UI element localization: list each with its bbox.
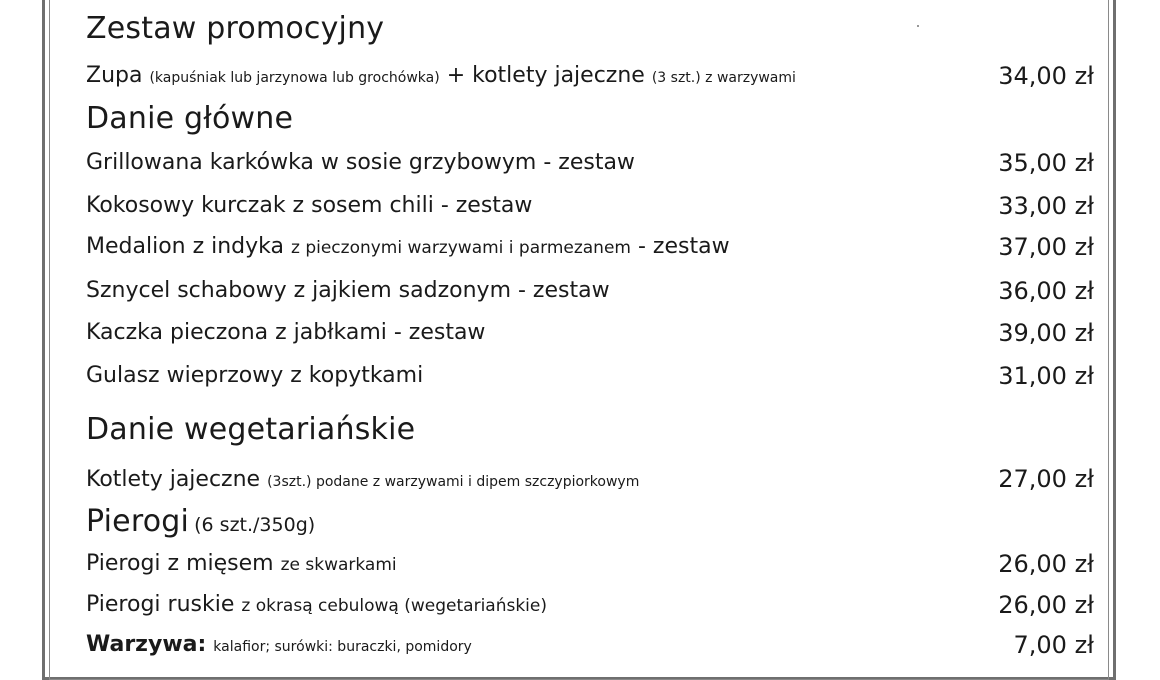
section-title-main: Danie główne <box>86 101 294 136</box>
section-title-pierogi-note: (6 szt./350g) <box>194 514 316 536</box>
pierogi-item-1 <box>86 551 1094 576</box>
main-item-2: Kokosowy kurczak z sosem chili - zestaw <box>86 193 533 218</box>
main-item-6: Gulasz wieprzowy z kopytkami <box>86 363 424 388</box>
main-item-1-price: 35,00 zł <box>998 149 1094 177</box>
pierogi-item-2 <box>86 592 1094 617</box>
veg-item-note: kalafior; surówki: buraczki, pomidory <box>213 639 472 655</box>
main-item-4: Sznycel schabowy z jajkiem sadzonym - zestaw <box>86 278 610 303</box>
pierogi-item-2-price: 26,00 zł <box>998 591 1094 619</box>
main-item-3-name: Medalion z indyka <box>86 234 284 259</box>
section-title-promo: Zestaw promocyjny <box>86 11 385 46</box>
promo-item-price: 34,00 zł <box>998 62 1094 90</box>
veg-item-price: 7,00 zł <box>1013 631 1094 659</box>
promo-item-plus: + kotlety jajeczne <box>446 63 645 88</box>
promo-item-note: (kapuśniak lub jarzynowa lub grochówka) <box>149 70 440 86</box>
pierogi-item-2-name: Pierogi ruskie <box>86 592 235 617</box>
section-title-vege: Danie wegetariańskie <box>86 412 416 447</box>
main-item-4-price: 36,00 zł <box>998 277 1094 305</box>
main-item-3-price: 37,00 zł <box>998 233 1094 261</box>
pierogi-item-1-price: 26,00 zł <box>998 550 1094 578</box>
main-item-2-price: 33,00 zł <box>998 192 1094 220</box>
main-item-1: Grillowana karkówka w sosie grzybowym - zestaw <box>86 150 635 175</box>
vege-item-price: 27,00 zł <box>998 465 1094 493</box>
main-item-5: Kaczka pieczona z jabłkami - zestaw <box>86 320 486 345</box>
vege-item <box>86 467 1094 492</box>
promo-item-name: Zupa <box>86 63 143 88</box>
vege-item-name: Kotlety jajeczne <box>86 467 261 492</box>
main-item-3-note: z pieczonymi warzywami i parmezanem <box>291 238 631 258</box>
veg-item-title: Warzywa: <box>86 632 207 657</box>
vege-item-note: (3szt.) podane z warzywami i dipem szczypiorkowym <box>267 474 640 490</box>
promo-item <box>86 63 1094 88</box>
veg-item <box>86 632 1094 657</box>
pierogi-item-1-name: Pierogi z mięsem <box>86 551 274 576</box>
main-item-6-price: 31,00 zł <box>998 362 1094 390</box>
promo-item-note2: (3 szt.) z warzywami <box>651 70 796 86</box>
pierogi-item-2-note: z okrasą cebulową (wegetariańskie) <box>241 596 548 616</box>
pierogi-item-1-note: ze skwarkami <box>280 555 397 575</box>
section-title-pierogi: Pierogi <box>86 504 190 539</box>
main-item-3 <box>86 234 1094 259</box>
section-title-pierogi-row <box>86 504 1094 539</box>
main-item-3-suffix: - zestaw <box>637 234 730 259</box>
main-item-5-price: 39,00 zł <box>998 319 1094 347</box>
